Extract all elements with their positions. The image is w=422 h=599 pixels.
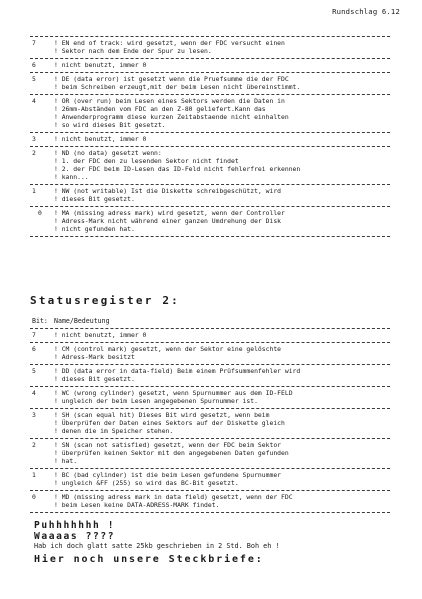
bit-number: 3 <box>32 135 36 143</box>
bit-row <box>30 207 390 236</box>
section-title-status-register-2: Statusregister 2: <box>30 294 180 307</box>
bit-description <box>54 411 390 435</box>
footer-question: Waaaas ???? <box>34 531 116 542</box>
bit-number: 3 <box>32 411 36 419</box>
description-line: ! 26mm-Abständen vom FDC an den Z-80 geliefert.Kann das <box>54 105 390 113</box>
bit-number: 7 <box>32 39 36 47</box>
bit-description <box>54 493 390 509</box>
column-header-name: Name/Bedeutung <box>54 317 110 325</box>
bit-row <box>30 409 390 438</box>
footer-exclamation: Puhhhhhhh ! <box>34 520 116 531</box>
row-separator <box>30 512 390 513</box>
description-line: ! ungleich &FF (255) so wird das BC-Bit gesetzt. <box>54 479 390 487</box>
bit-description <box>54 135 390 143</box>
bit-description <box>54 345 390 361</box>
bit-number: 4 <box>32 97 36 105</box>
bit-number: 1 <box>32 471 36 479</box>
description-line: ! dieses Bit gesetzt. <box>54 195 390 203</box>
bit-row <box>30 59 390 72</box>
bit-description <box>54 367 390 383</box>
bit-row <box>30 133 390 146</box>
bit-number: 0 <box>38 209 42 217</box>
description-line: ! 1. der FDC den zu lesenden Sektor nicht findet <box>54 157 390 165</box>
description-line: ! beim Schreiben erzeugt,mit der beim Lesen nicht übereinstimmt. <box>54 83 390 91</box>
description-line: ! Sektor nach dem Ende der Spur zu lesen. <box>54 47 390 55</box>
bit-number: 5 <box>32 367 36 375</box>
description-line: ! kann... <box>54 173 390 181</box>
bit-description <box>54 75 390 91</box>
description-line: ! EN end of track: wird gesetzt, wenn der FDC versucht einen <box>54 39 390 47</box>
description-line: ! MD (missing adress mark in data field) gesetzt, wenn der FDC <box>54 493 390 501</box>
description-line: ! hat. <box>54 457 390 465</box>
bit-number: 6 <box>32 345 36 353</box>
description-line: ! ND (no data) gesetzt wenn: <box>54 149 390 157</box>
bit-number: 5 <box>32 75 36 83</box>
bit-description <box>54 149 390 181</box>
description-line: ! OR (over run) beim Lesen eines Sektors werden die Daten in <box>54 97 390 105</box>
description-line: ! BC (bad cylinder) ist die beim Lesen gefundene Spurnummer <box>54 471 390 479</box>
bit-description <box>54 39 390 55</box>
description-line: ! SN (scan not satisfied) gesetzt, wenn der FDC beim Sektor <box>54 441 390 449</box>
column-header-bit: Bit: <box>32 317 48 325</box>
description-line: ! dieses Bit gesetzt. <box>54 375 390 383</box>
bit-number: 4 <box>32 389 36 397</box>
description-line: ! Überprüfen der Daten eines Sektors auf der Diskette gleich <box>54 419 390 427</box>
description-line: ! nicht benutzt, immer 0 <box>54 331 390 339</box>
bit-row <box>30 329 390 342</box>
description-line: ! 2. der FDC beim ID-Lesen das ID-Feld nicht fehlerfrei erkennen <box>54 165 390 173</box>
bit-description <box>54 331 390 339</box>
description-line: ! WC (wrong cylinder) gesetzt, wenn Spurnummer aus dem ID-FELD <box>54 389 390 397</box>
description-line: ! so wird dieses Bit gesetzt. <box>54 121 390 129</box>
bit-description <box>54 471 390 487</box>
description-line: ! beim Lesen keine DATA-ADRESS-MARK findet. <box>54 501 390 509</box>
bit-row <box>30 387 390 408</box>
row-separator <box>30 236 390 237</box>
page-header: Rundschlag 6.12 <box>332 7 400 16</box>
bit-row <box>30 37 390 58</box>
description-line: ! ungleich der beim Lesen angegebenen Spurnummer ist. <box>54 397 390 405</box>
description-line: ! DD (data error in data-field) Beim einem Prüfsummenfehler wird <box>54 367 390 375</box>
description-line: ! MA (missing adress mark) wird gesetzt, wenn der Controller <box>54 209 390 217</box>
bit-description <box>54 389 390 405</box>
description-line: ! nicht benutzt, immer 0 <box>54 61 390 69</box>
footer-steckbriefe-heading: Hier noch unsere Steckbriefe: <box>34 554 264 565</box>
bit-number: 2 <box>32 149 36 157</box>
footer-notes <box>34 520 404 567</box>
description-line: ! Adress-Mark nicht während einer ganzen Umdrehung der Disk <box>54 217 390 225</box>
description-line: ! Anwenderprogramm diese kurzen Zeitabstaende nicht einhalten <box>54 113 390 121</box>
bit-row <box>30 343 390 364</box>
bit-number: 1 <box>32 187 36 195</box>
bit-row <box>30 469 390 490</box>
column-header-row <box>30 316 390 328</box>
bit-description <box>54 441 390 465</box>
description-line: ! nicht benutzt, immer 0 <box>54 135 390 143</box>
description-line: ! denen die im Speicher stehen. <box>54 427 390 435</box>
status-register-2-table <box>30 316 390 513</box>
description-line: ! SH (scan equal hit) Dieses Bit wird gesetzt, wenn beim <box>54 411 390 419</box>
footer-remark: Hab ich doch glatt satte 25kb geschrieben in 2 Std. Boh eh ! <box>34 542 280 550</box>
description-line: ! nicht gefunden hat. <box>54 225 390 233</box>
bit-row <box>30 147 390 184</box>
bit-row <box>30 95 390 132</box>
bit-description <box>54 61 390 69</box>
bit-description <box>54 97 390 129</box>
bit-row <box>30 185 390 206</box>
bit-number: 0 <box>32 493 36 501</box>
bit-row <box>30 439 390 468</box>
bit-number: 7 <box>32 331 36 339</box>
bit-row <box>30 491 390 512</box>
description-line: ! DE (data error) ist gesetzt wenn die Pruefsumme die der FDC <box>54 75 390 83</box>
bit-row <box>30 365 390 386</box>
bit-number: 2 <box>32 441 36 449</box>
bit-row <box>30 73 390 94</box>
description-line: ! NW (not writable) Ist die Diskette schreibgeschützt, wird <box>54 187 390 195</box>
description-line: ! überprüfen keinen Sektor mit den angegebenen Daten gefunden <box>54 449 390 457</box>
description-line: ! Adress-Mark besitzt <box>54 353 390 361</box>
bit-number: 6 <box>32 61 36 69</box>
status-register-1-table <box>30 36 390 237</box>
description-line: ! CM (control mark) gesetzt, wenn der Sektor eine gelöschte <box>54 345 390 353</box>
bit-description <box>54 209 390 233</box>
bit-description <box>54 187 390 203</box>
